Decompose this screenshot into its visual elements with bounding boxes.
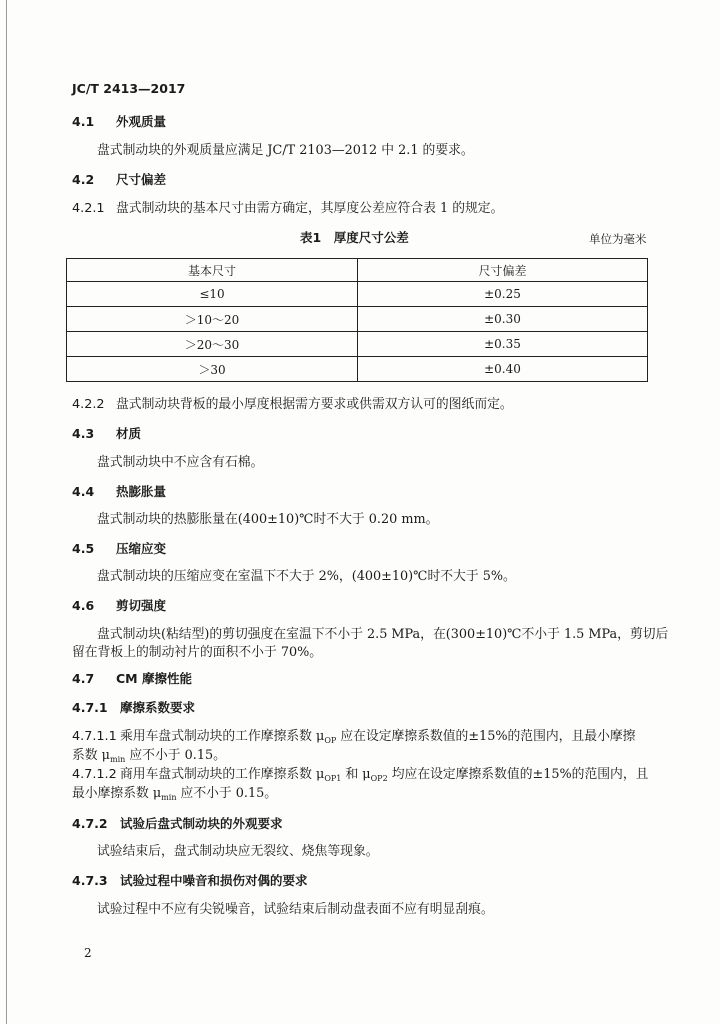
table-cell: ＞30 <box>67 357 358 382</box>
clause-number: 4.2.2 <box>72 397 105 412</box>
clause-4-2-1 <box>72 200 503 218</box>
clause-4-7-1-2-line2 <box>72 785 277 807</box>
clause-text: 应不小于 0.15。 <box>176 786 278 801</box>
section-4-5-heading <box>72 540 166 558</box>
section-title: 尺寸偏差 <box>116 172 167 187</box>
clause-text: 盘式制动块的基本尺寸由需方确定，其厚度公差应符合表 1 的规定。 <box>116 201 504 216</box>
section-4-6-body-line1: 盘式制动块(粘结型)的剪切强度在室温下不小于 2.5 MPa，在(300±10)℃不小于 1.5 MPa，剪切后 <box>97 627 669 642</box>
page-edge-line <box>6 0 7 1024</box>
section-number: 4.7.2 <box>72 816 108 831</box>
table-cell: ±0.35 <box>358 332 648 357</box>
table-header-row <box>67 259 648 282</box>
clause-number: 4.7.1.2 <box>72 767 117 782</box>
section-number: 4.6 <box>72 598 95 613</box>
table-cell: ±0.25 <box>358 282 648 307</box>
table-row <box>67 282 648 307</box>
section-4-1-body: 盘式制动块的外观质量应满足 JC/T 2103—2012 中 2.1 的要求。 <box>97 143 474 158</box>
clause-4-2-2 <box>72 396 513 414</box>
table-row <box>67 307 648 332</box>
subscript: min <box>109 755 126 764</box>
clause-text: 应在设定摩擦系数值的±15%的范围内，且最小摩擦 <box>336 729 636 744</box>
section-number: 4.7.1 <box>72 700 108 715</box>
clause-text: 均应在设定摩擦系数值的±15%的范围内，且 <box>387 767 649 782</box>
table-caption: 表1 厚度尺寸公差 <box>300 230 409 245</box>
section-number: 4.3 <box>72 426 95 441</box>
clause-text: 系数 μ <box>72 748 110 763</box>
section-4-2-heading <box>72 171 166 189</box>
thickness-tolerance-table <box>66 258 648 382</box>
clause-text: 应不小于 0.15。 <box>125 748 226 763</box>
section-4-7-2-heading <box>72 815 283 833</box>
section-4-7-heading <box>72 670 192 688</box>
section-4-7-3-body: 试验过程中不应有尖锐噪音，试验结束后制动盘表面不应有明显刮痕。 <box>97 902 494 917</box>
section-4-7-2-body: 试验结束后，盘式制动块应无裂纹、烧焦等现象。 <box>97 844 379 859</box>
clause-number: 4.2.1 <box>72 201 105 216</box>
table-cell: ＞10～20 <box>67 307 358 332</box>
section-4-6-body-line2: 留在背板上的制动衬片的面积不小于 70%。 <box>72 645 323 660</box>
section-title: CM 摩擦性能 <box>116 671 192 686</box>
section-title: 外观质量 <box>116 114 167 129</box>
clause-text: 商用车盘式制动块的工作摩擦系数 μ <box>120 767 325 782</box>
section-4-3-heading <box>72 425 141 443</box>
section-title: 压缩应变 <box>116 541 167 556</box>
clause-text: 盘式制动块背板的最小厚度根据需方要求或供需双方认可的图纸而定。 <box>116 397 513 412</box>
section-4-6-heading <box>72 597 166 615</box>
section-4-7-3-heading <box>72 872 308 890</box>
table-row <box>67 332 648 357</box>
table-header-cell: 尺寸偏差 <box>358 259 648 282</box>
subscript: OP1 <box>324 774 342 783</box>
section-number: 4.7.3 <box>72 873 108 888</box>
table-cell: ＞20～30 <box>67 332 358 357</box>
section-number: 4.4 <box>72 484 95 499</box>
section-4-5-body: 盘式制动块的压缩应变在室温下不大于 2%，(400±10)℃时不大于 5%。 <box>97 569 516 584</box>
table-unit: 单位为毫米 <box>589 232 647 246</box>
section-title: 摩擦系数要求 <box>120 700 196 715</box>
section-title: 材质 <box>116 426 142 441</box>
section-title: 试验后盘式制动块的外观要求 <box>120 816 283 831</box>
subscript: OP <box>324 736 337 745</box>
clause-text: 最小摩擦系数 μ <box>72 786 162 801</box>
section-4-1-heading <box>72 113 166 131</box>
section-title: 剪切强度 <box>116 598 167 613</box>
table-header-cell: 基本尺寸 <box>67 259 358 282</box>
table-cell: ±0.40 <box>358 357 648 382</box>
section-4-7-1-heading <box>72 699 195 717</box>
standard-code: JC/T 2413—2017 <box>72 81 186 96</box>
table-cell: ≤10 <box>67 282 358 307</box>
section-4-4-body: 盘式制动块的热膨胀量在(400±10)℃时不大于 0.20 mm。 <box>97 512 439 527</box>
section-title: 试验过程中噪音和损伤对偶的要求 <box>120 873 308 888</box>
page-number: 2 <box>84 946 92 960</box>
section-number: 4.5 <box>72 541 95 556</box>
section-title: 热膨胀量 <box>116 484 167 499</box>
table-cell: ±0.30 <box>358 307 648 332</box>
subscript: min <box>161 793 177 802</box>
table-row <box>67 357 648 382</box>
section-number: 4.1 <box>72 114 95 129</box>
clause-text: 和 μ <box>341 767 371 782</box>
subscript: OP2 <box>370 774 388 783</box>
section-number: 4.7 <box>72 671 95 686</box>
section-4-3-body: 盘式制动块中不应含有石棉。 <box>97 455 264 470</box>
section-4-4-heading <box>72 483 166 501</box>
clause-number: 4.7.1.1 <box>72 729 117 744</box>
section-number: 4.2 <box>72 172 95 187</box>
clause-text: 乘用车盘式制动块的工作摩擦系数 μ <box>120 729 325 744</box>
